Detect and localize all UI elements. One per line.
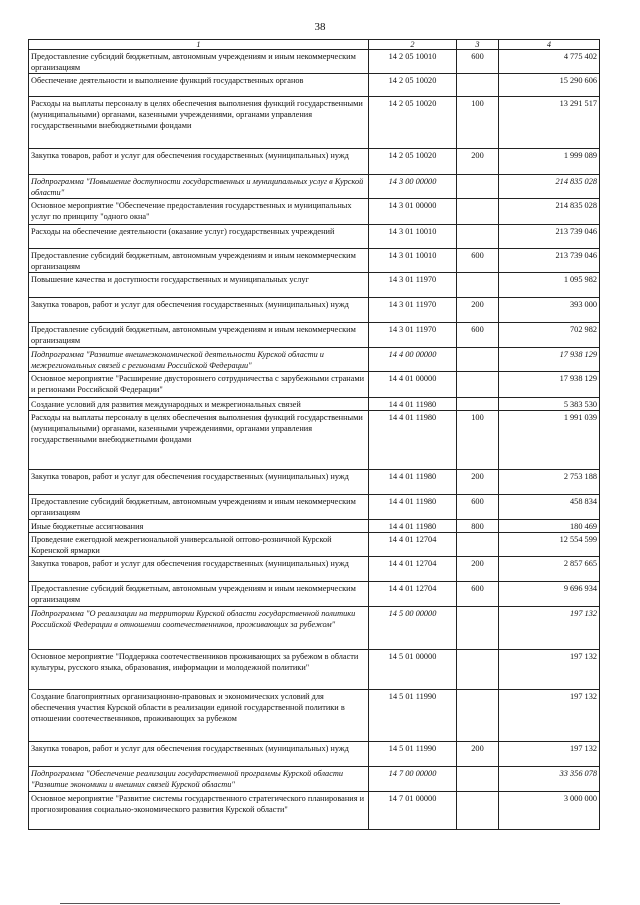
table-row-subprogram (29, 607, 600, 650)
row-expense-type (457, 650, 499, 690)
row-expense-type: 100 (457, 97, 499, 149)
row-name: Подпрограмма "Повышение доступности государственных и муниципальных услуг в Курской области" (29, 175, 369, 199)
table-row (29, 273, 600, 298)
row-code: 14 4 01 11980 (369, 398, 457, 411)
row-name: Предоставление субсидий бюджетным, автономным учреждениям и иным некоммерческим организациям (29, 249, 369, 273)
row-name: Создание условий для развития международных и межрегиональных связей (29, 398, 369, 411)
row-expense-type: 100 (457, 411, 499, 470)
row-expense-type: 600 (457, 249, 499, 273)
row-expense-type (457, 74, 499, 97)
row-sum: 13 291 517 (499, 97, 600, 149)
table-row (29, 792, 600, 830)
row-name: Основное мероприятие "Развитие системы государственного стратегического планирования и прогнозирования социально-экономического развития Курской области" (29, 792, 369, 830)
row-name: Проведение ежегодной межрегиональной универсальной оптово-розничной Курской Коренской ярмарки (29, 533, 369, 557)
table-row (29, 582, 600, 607)
row-expense-type (457, 607, 499, 650)
table-row (29, 533, 600, 557)
row-expense-type (457, 533, 499, 557)
table-row-subprogram (29, 175, 600, 199)
row-expense-type (457, 199, 499, 225)
row-sum: 393 000 (499, 298, 600, 323)
table-row (29, 323, 600, 348)
row-name: Обеспечение деятельности и выполнение функций государственных органов (29, 74, 369, 97)
row-expense-type (457, 792, 499, 830)
row-expense-type: 200 (457, 557, 499, 582)
row-sum: 214 835 028 (499, 175, 600, 199)
table-row (29, 557, 600, 582)
table-row-subprogram (29, 767, 600, 792)
row-sum: 33 356 078 (499, 767, 600, 792)
row-name: Подпрограмма "Обеспечение реализации государственной программы Курской области "Развитие экономики и внешних связей Курской области" (29, 767, 369, 792)
row-sum: 12 554 599 (499, 533, 600, 557)
row-code: 14 2 05 10020 (369, 97, 457, 149)
row-sum: 1 095 982 (499, 273, 600, 298)
table-row (29, 411, 600, 470)
row-code: 14 4 01 11980 (369, 495, 457, 520)
budget-table (28, 39, 600, 830)
column-header-3: 3 (457, 40, 499, 50)
table-row (29, 398, 600, 411)
row-code: 14 5 01 11990 (369, 690, 457, 742)
row-sum: 197 132 (499, 607, 600, 650)
table-row (29, 50, 600, 74)
row-expense-type: 200 (457, 470, 499, 495)
row-expense-type (457, 225, 499, 249)
row-sum: 180 469 (499, 520, 600, 533)
row-expense-type (457, 767, 499, 792)
table-row (29, 249, 600, 273)
row-name: Закупка товаров, работ и услуг для обеспечения государственных (муниципальных) нужд (29, 149, 369, 175)
row-code: 14 5 01 00000 (369, 650, 457, 690)
row-code: 14 3 01 11970 (369, 273, 457, 298)
row-sum: 214 835 028 (499, 199, 600, 225)
row-sum: 197 132 (499, 690, 600, 742)
row-expense-type (457, 372, 499, 398)
row-name: Расходы на обеспечение деятельности (оказание услуг) государственных учреждений (29, 225, 369, 249)
row-name: Подпрограмма "О реализации на территории Курской области государственной политики Российской Федерации в отношении соотечественников, проживающих за рубежом" (29, 607, 369, 650)
row-code: 14 3 01 10010 (369, 225, 457, 249)
table-row-subprogram (29, 348, 600, 372)
row-name: Иные бюджетные ассигнования (29, 520, 369, 533)
row-sum: 458 834 (499, 495, 600, 520)
row-expense-type: 200 (457, 149, 499, 175)
row-expense-type (457, 175, 499, 199)
bottom-rule (60, 903, 560, 904)
row-code: 14 3 01 00000 (369, 199, 457, 225)
page-number: 38 (314, 21, 326, 33)
row-name: Расходы на выплаты персоналу в целях обеспечения выполнения функций государственными (муниципальными) органами, казенными учреждениями, органами управления государственными внебюджетными фондами (29, 411, 369, 470)
row-expense-type (457, 348, 499, 372)
row-code: 14 2 05 10020 (369, 149, 457, 175)
row-code: 14 4 01 12704 (369, 533, 457, 557)
row-code: 14 2 05 10020 (369, 74, 457, 97)
row-expense-type: 600 (457, 323, 499, 348)
table-row (29, 650, 600, 690)
row-sum: 1 991 039 (499, 411, 600, 470)
row-code: 14 4 00 00000 (369, 348, 457, 372)
table-row (29, 520, 600, 533)
row-name: Закупка товаров, работ и услуг для обеспечения государственных (муниципальных) нужд (29, 470, 369, 495)
row-name: Расходы на выплаты персоналу в целях обеспечения выполнения функций государственными (муниципальными) органами, казенными учреждениями, органами управления государственными внебюджетными фондами (29, 97, 369, 149)
row-sum: 17 938 129 (499, 372, 600, 398)
row-expense-type: 200 (457, 298, 499, 323)
table-row (29, 225, 600, 249)
column-header-2: 2 (369, 40, 457, 50)
row-code: 14 4 01 11980 (369, 470, 457, 495)
row-code: 14 2 05 10010 (369, 50, 457, 74)
row-expense-type: 600 (457, 582, 499, 607)
row-sum: 5 383 530 (499, 398, 600, 411)
row-name: Подпрограмма "Развитие внешнеэкономической деятельности Курской области и межрегиональных связей с регионами Российской Федерации" (29, 348, 369, 372)
row-expense-type: 600 (457, 495, 499, 520)
row-name: Закупка товаров, работ и услуг для обеспечения государственных (муниципальных) нужд (29, 298, 369, 323)
column-header-row (29, 40, 600, 50)
table-row (29, 742, 600, 767)
row-code: 14 4 01 11980 (369, 520, 457, 533)
row-name: Предоставление субсидий бюджетным, автономным учреждениям и иным некоммерческим организациям (29, 323, 369, 348)
table-row (29, 470, 600, 495)
table-row (29, 372, 600, 398)
row-sum: 2 753 188 (499, 470, 600, 495)
table-row (29, 149, 600, 175)
table-row (29, 199, 600, 225)
row-expense-type (457, 273, 499, 298)
row-code: 14 4 01 11980 (369, 411, 457, 470)
row-code: 14 3 00 00000 (369, 175, 457, 199)
column-header-4: 4 (499, 40, 600, 50)
row-code: 14 4 01 12704 (369, 557, 457, 582)
row-sum: 702 982 (499, 323, 600, 348)
table-row (29, 495, 600, 520)
row-code: 14 7 00 00000 (369, 767, 457, 792)
row-sum: 4 775 402 (499, 50, 600, 74)
row-sum: 1 999 089 (499, 149, 600, 175)
row-name: Основное мероприятие "Поддержка соотечественников проживающих за рубежом в области культуры, русского языка, образования, информации и молодежной политики" (29, 650, 369, 690)
row-code: 14 3 01 10010 (369, 249, 457, 273)
table-row (29, 690, 600, 742)
row-name: Закупка товаров, работ и услуг для обеспечения государственных (муниципальных) нужд (29, 742, 369, 767)
row-sum: 15 290 606 (499, 74, 600, 97)
row-sum: 9 696 934 (499, 582, 600, 607)
row-code: 14 3 01 11970 (369, 298, 457, 323)
row-expense-type (457, 398, 499, 411)
row-name: Предоставление субсидий бюджетным, автономным учреждениям и иным некоммерческим организациям (29, 50, 369, 74)
row-name: Повышение качества и доступности государственных и муниципальных услуг (29, 273, 369, 298)
row-sum: 197 132 (499, 650, 600, 690)
row-name: Закупка товаров, работ и услуг для обеспечения государственных (муниципальных) нужд (29, 557, 369, 582)
row-sum: 197 132 (499, 742, 600, 767)
row-name: Основное мероприятие "Расширение двустороннего сотрудничества с зарубежными странами и регионами Российской Федерации" (29, 372, 369, 398)
row-code: 14 7 01 00000 (369, 792, 457, 830)
row-code: 14 4 01 12704 (369, 582, 457, 607)
row-name: Основное мероприятие "Обеспечение предоставления государственных и муниципальных услуг по принципу "одного окна" (29, 199, 369, 225)
row-name: Предоставление субсидий бюджетным, автономным учреждениям и иным некоммерческим организациям (29, 582, 369, 607)
row-code: 14 4 01 00000 (369, 372, 457, 398)
column-header-1: 1 (29, 40, 369, 50)
table-row (29, 298, 600, 323)
row-sum: 213 739 046 (499, 225, 600, 249)
row-sum: 3 000 000 (499, 792, 600, 830)
row-code: 14 5 00 00000 (369, 607, 457, 650)
table-row (29, 74, 600, 97)
row-expense-type: 800 (457, 520, 499, 533)
row-name: Предоставление субсидий бюджетным, автономным учреждениям и иным некоммерческим организациям (29, 495, 369, 520)
row-sum: 2 857 665 (499, 557, 600, 582)
row-sum: 17 938 129 (499, 348, 600, 372)
row-expense-type: 200 (457, 742, 499, 767)
row-expense-type (457, 690, 499, 742)
table-row (29, 97, 600, 149)
row-sum: 213 739 046 (499, 249, 600, 273)
row-code: 14 3 01 11970 (369, 323, 457, 348)
row-name: Создание благоприятных организационно-правовых и экономических условий для обеспечения участия Курской области в реализации единой государственной политики в отношении соотечественников, проживающих за рубежом (29, 690, 369, 742)
row-expense-type: 600 (457, 50, 499, 74)
row-code: 14 5 01 11990 (369, 742, 457, 767)
